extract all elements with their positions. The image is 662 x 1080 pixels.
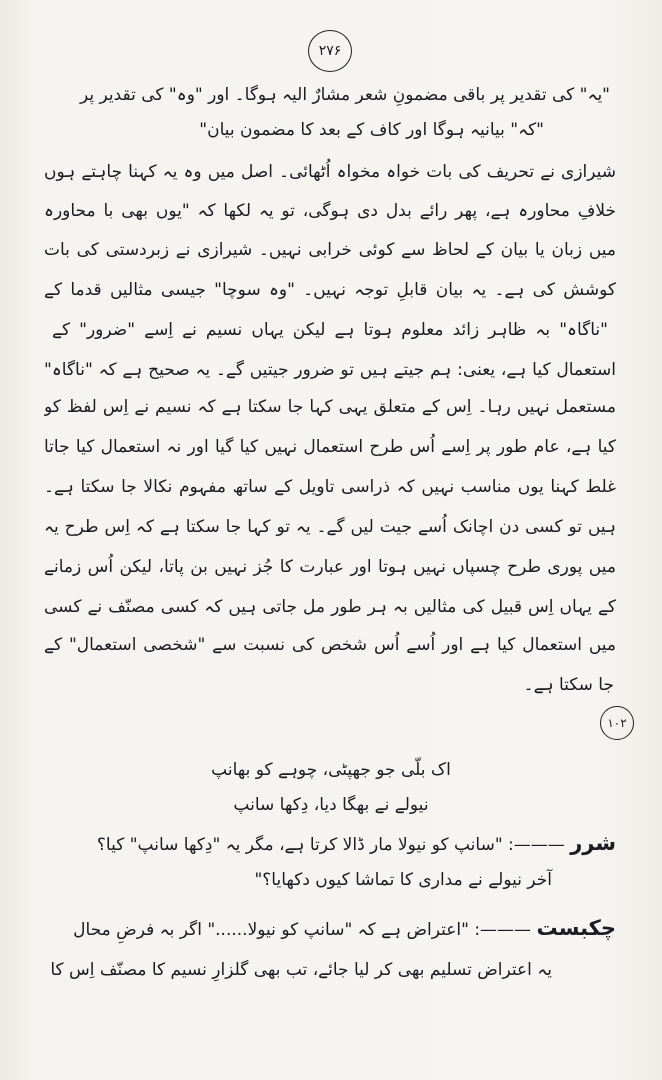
sharar-label: شرر [570, 831, 616, 855]
body-line: کے یہاں اِس قبیل کی مثالیں بہ ہر طور مل جاتی ہیں کہ کسی مصنّف نے کسی [44, 597, 616, 617]
body-line: خلافِ محاورہ ہے، پھر رائے بدل دی ہوگی، تو یہ لکھا کہ "یوں بھی با محاورہ [44, 201, 616, 221]
chakbast-text-continued: یہ اعتراض تسلیم بھی کر لیا جائے، تب بھی گلزارِ نسیم کا مصنّف اِس کا [50, 960, 552, 980]
intro-line: "یہ" کی تقدیر پر باقی مضمونِ شعر مشارٌ الیہ ہوگا۔ اور "وہ" کی تقدیر پر [79, 85, 610, 105]
verse-line: نیولے نے بھگا دیا، دِکھا سانپ [233, 795, 429, 815]
sharar-text-continued: آخر نیولے نے مداری کا تماشا کیوں دکھایا؟" [254, 870, 552, 890]
chakbast-text: ———: "اعتراض ہے کہ "سانپ کو نیولا......" اگر بہ فرضِ محال [73, 920, 532, 940]
intro-line: "کہ" بیانیہ ہوگا اور کاف کے بعد کا مضمون بیان" [199, 120, 544, 140]
body-line: شیرازی نے تحریف کی بات خواہ مخواہ اُٹھائی۔ اصل میں وہ یہ کہنا چاہتے ہوں [44, 162, 616, 182]
body-line: مستعمل نہیں رہا۔ اِس کے متعلق یہی کہا جا سکتا ہے کہ نسیم نے اِس لفظ کو [44, 397, 616, 417]
footnote-number: ۱۰۲ [600, 706, 634, 740]
chakbast-comment [73, 914, 616, 944]
chakbast-label: چکبست [536, 916, 616, 940]
body-line: کیا ہے، عام طور پر اِسے اُس طرح استعمال نہیں کیا گیا اور نہ استعمال کیا جاتا [44, 437, 616, 457]
verse-line: اک بلّی جو جھپٹی، چوہے کو بھانپ [211, 760, 451, 780]
body-line: "ناگاہ" بہ ظاہر زائد معلوم ہوتا ہے لیکن یہاں نسیم نے اِسے "ضرور" کے [52, 320, 608, 340]
body-line: میں زبان یا بیان کے لحاظ سے کوئی خرابی نہیں۔ شیرازی نے زبردستی کی بات [44, 240, 616, 260]
page-number: ۲۷۶ [308, 30, 352, 72]
sharar-comment [97, 829, 616, 859]
body-line: کوشش کی ہے۔ یہ بیان قابلِ توجہ نہیں۔ "وہ سوچا" جیسی مثالیں قدما کے [44, 280, 616, 300]
body-line: میں پوری طرح چسپاں نہیں ہوتا اور عبارت کا جُز نہیں بن پاتا، لیکن اُس زمانے [44, 557, 616, 577]
body-line: جا سکتا ہے۔ [523, 675, 614, 695]
body-line: استعمال کیا ہے، یعنی: ہم جیتے ہیں تو ضرور جیتیں گے۔ یہ صحیح ہے کہ "ناگاہ" [44, 360, 616, 380]
sharar-text: ———: "سانپ کو نیولا مار ڈالا کرتا ہے، مگر یہ "دِکھا سانپ" کیا؟ [96, 835, 565, 855]
body-line: غلط کہنا یوں مناسب نہیں کہ ذراسی تاویل کے ساتھ مفہوم نکالا جا سکتا ہے۔ [44, 477, 616, 497]
body-line: میں استعمال کیا ہے اور اُسے اُس شخص کی نسبت سے "شخصی استعمال" کے [44, 635, 616, 655]
body-line: ہیں تو کسی دن اچانک اُسے جیت لیں گے۔ یہ تو کہا جا سکتا ہے کہ اِس طرح یہ [44, 517, 616, 537]
